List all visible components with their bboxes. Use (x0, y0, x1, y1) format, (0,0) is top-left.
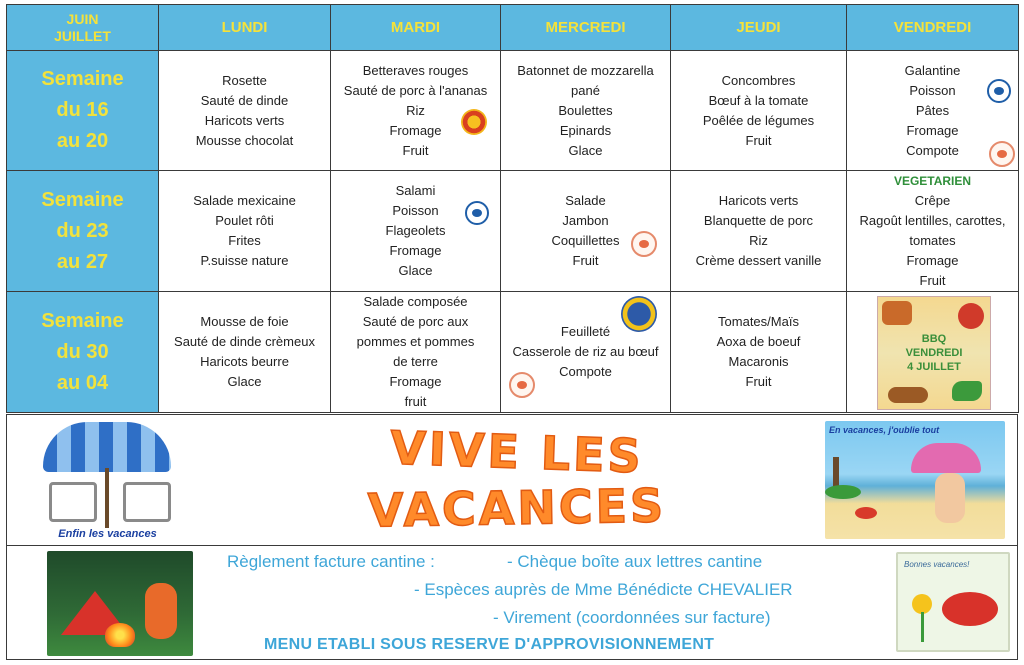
menu-item: Jambon (562, 213, 609, 228)
menu-table (6, 4, 1019, 413)
character-icon (935, 473, 965, 523)
week-label-text: du 30 (56, 340, 109, 363)
menu-item: Batonnet de mozzarella (517, 62, 654, 78)
menu-item: Fromage (389, 122, 442, 138)
menu-cell (671, 51, 847, 171)
menu-item: Riz (406, 102, 425, 118)
menu-item: Glace (568, 142, 603, 158)
menu-item: Ragoût lentilles, carottes, (859, 213, 1006, 228)
week-label-1 (7, 51, 159, 171)
menu-item: Fruit (572, 253, 599, 268)
supply-disclaimer: MENU ETABLI SOUS RESERVE D'APPROVISIONNEMENT (264, 636, 715, 653)
payment-option-cash: - Espèces auprès de Mme Bénédicte CHEVALIER (414, 580, 793, 599)
menu-cell (159, 51, 331, 171)
menu-item: Salade mexicaine (193, 193, 296, 208)
menu-item: Fruit (745, 132, 772, 148)
menu-item: Macaronis (728, 354, 789, 369)
menu-item: fruit (404, 394, 427, 409)
chair-icon (49, 482, 97, 522)
flower-icon (912, 594, 932, 614)
menu-item: tomates (909, 233, 956, 248)
day-header-vendredi: VENDREDI (847, 5, 1019, 51)
payment-option-cheque: - Chèque boîte aux lettres cantine (507, 552, 763, 571)
umbrella-caption: Enfin les vacances (58, 528, 157, 540)
menu-item: Aoxa de boeuf (716, 334, 801, 349)
menu-item: Tomates/Maïs (718, 314, 799, 329)
msc-fish-label-icon (465, 201, 489, 225)
beach-caption: En vacances, j'oublie tout (829, 425, 940, 435)
bbq-line: VENDREDI (905, 347, 963, 359)
menu-cell (331, 292, 501, 413)
menu-item: Fruit (745, 374, 772, 389)
menu-item: Betteraves rouges (362, 62, 469, 78)
menu-cell (159, 292, 331, 413)
week-label-text: du 23 (56, 219, 109, 242)
week-label-text: au 20 (56, 130, 109, 152)
menu-item: Casserole de riz au bœuf (512, 344, 659, 359)
menu-item: Riz (749, 233, 768, 248)
ladybug-card-illustration (896, 552, 1010, 652)
menu-item: Mousse de foie (200, 314, 289, 329)
menu-item: Coquillettes (551, 233, 620, 248)
camping-illustration (47, 551, 193, 656)
local-label-icon (509, 372, 535, 398)
menu-item: Haricots beurre (200, 354, 289, 369)
day-header-lundi: LUNDI (159, 5, 331, 51)
day-header-mercredi: MERCREDI (501, 5, 671, 51)
menu-item: Salade (565, 193, 606, 208)
menu-item: Poisson (392, 203, 439, 218)
bbq-text (878, 332, 990, 374)
menu-item: Concombres (721, 72, 796, 88)
menu-item: Fromage (389, 374, 442, 389)
menu-item: Epinards (559, 122, 612, 138)
week-row-1 (7, 51, 1019, 171)
sausage-icon (888, 387, 928, 403)
menu-cell (331, 51, 501, 171)
vacation-banner (6, 414, 1018, 546)
menu-item: Glace (227, 374, 262, 389)
payment-label: Règlement facture cantine : (227, 552, 435, 571)
week-label-2 (7, 171, 159, 292)
banner-title-line1: VIVE LES (389, 420, 645, 484)
menu-item: Sauté de dinde crèmeux (174, 334, 315, 349)
menu-item: Sauté de porc aux (362, 314, 469, 329)
ladybug-icon (942, 592, 998, 626)
grilled-meat-icon (882, 301, 912, 325)
menu-item: Poêlée de légumes (702, 112, 815, 128)
campfire-icon (105, 623, 135, 647)
week-label-text: Semaine (41, 188, 124, 211)
month-line2: JUILLET (54, 27, 111, 44)
menu-cell (847, 171, 1019, 292)
menu-item: P.suisse nature (200, 253, 289, 268)
msc-fish-label-icon (987, 79, 1011, 103)
menu-cell (847, 51, 1019, 171)
payment-section (6, 545, 1018, 660)
menu-item: Rosette (222, 72, 267, 88)
menu-item: Feuilleté (560, 324, 611, 339)
payment-option-transfer: - Virement (coordonnées sur facture) (493, 608, 771, 627)
menu-item: Salade composée (363, 294, 468, 309)
menu-cell (331, 171, 501, 292)
crab-icon (855, 507, 877, 519)
beach-umbrella-illustration (35, 420, 180, 540)
menu-cell (671, 292, 847, 413)
menu-item: Boulettes (558, 102, 613, 118)
bbq-line: BBQ (921, 333, 947, 345)
day-header-jeudi: JEUDI (671, 5, 847, 51)
menu-item: Poulet rôti (215, 213, 274, 228)
week-label-3 (7, 292, 159, 413)
menu-item: Galantine (904, 62, 961, 78)
menu-item: Haricots verts (204, 112, 285, 128)
menu-item: de terre (393, 354, 438, 369)
menu-item: Sauté de dinde (200, 92, 289, 108)
menu-item: Blanquette de porc (703, 213, 814, 228)
menu-item: Pâtes (915, 102, 950, 118)
beach-illustration (825, 421, 1005, 539)
umbrella-icon (43, 422, 171, 472)
menu-cell (501, 51, 671, 171)
week-label-text: au 27 (56, 250, 109, 273)
chair-icon (123, 482, 171, 522)
menu-item: Fruit (919, 273, 946, 288)
menu-item: Crêpe (914, 193, 951, 208)
banner-title-line2: VACANCES (367, 478, 667, 538)
igp-label-icon (621, 296, 657, 332)
menu-cell (671, 171, 847, 292)
month-line1: JUIN (66, 10, 99, 27)
menu-item: Bœuf à la tomate (708, 92, 809, 108)
parasol-icon (911, 443, 981, 473)
card-caption: Bonnes vacances! (904, 560, 970, 569)
local-label-icon (631, 231, 657, 257)
menu-cell (159, 171, 331, 292)
menu-item: Frites (228, 233, 261, 248)
menu-item: pommes et pommes (356, 334, 475, 349)
vegetarian-tag: VEGETARIEN (893, 174, 972, 188)
umbrella-pole (105, 468, 109, 528)
flower-stem (921, 612, 924, 642)
menu-item: Sauté de porc à l'ananas (343, 82, 488, 98)
menu-item: Fromage (906, 253, 959, 268)
menu-item: Compote (559, 364, 612, 379)
menu-item: Mousse chocolat (195, 132, 294, 148)
tomato-icon (958, 303, 984, 329)
lettuce-icon (952, 381, 982, 401)
week-label-text: du 16 (56, 99, 109, 121)
week-label-text: au 04 (56, 371, 109, 394)
menu-item: Compote (906, 142, 959, 158)
menu-item: Fromage (906, 122, 959, 138)
local-label-icon (989, 141, 1015, 167)
week-row-2 (7, 171, 1019, 292)
menu-item: Glace (398, 263, 433, 278)
menu-item: Poisson (909, 82, 956, 98)
week-row-3 (7, 292, 1019, 413)
bbq-image (877, 296, 991, 410)
menu-item: Fruit (402, 142, 429, 158)
menu-cell (501, 171, 671, 292)
month-header (7, 5, 159, 51)
menu-item: Crème dessert vanille (695, 253, 822, 268)
header-row (7, 5, 1019, 51)
menu-cell (501, 292, 671, 413)
menu-item: Fromage (389, 243, 442, 258)
menu-item: pané (571, 82, 600, 98)
week-label-text: Semaine (41, 68, 124, 90)
menu-item: Salami (395, 183, 436, 198)
week-label-text: Semaine (41, 309, 124, 332)
menu-item: Haricots verts (718, 193, 799, 208)
bbq-line: 4 JUILLET (907, 361, 961, 373)
camper-icon (145, 583, 177, 639)
palm-tree-icon (833, 457, 839, 497)
aop-label-icon (461, 109, 487, 135)
menu-item: Flageolets (385, 223, 446, 238)
day-header-mardi: MARDI (331, 5, 501, 51)
